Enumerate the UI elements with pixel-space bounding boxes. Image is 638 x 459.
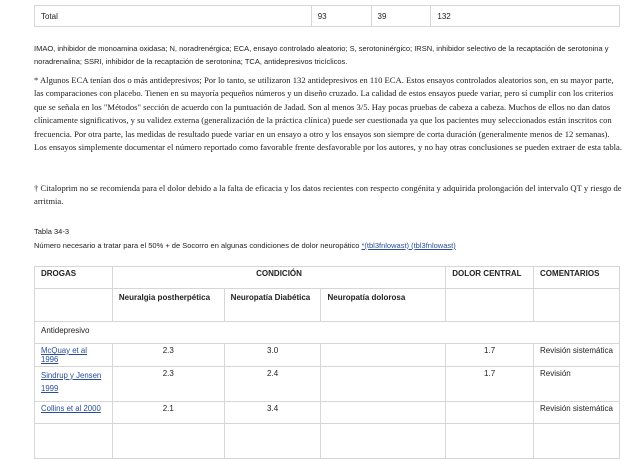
row-value-dolorosa <box>321 344 446 367</box>
group-label: Antidepresivo <box>35 322 620 344</box>
subheader-row <box>35 289 620 322</box>
header-row <box>35 267 620 289</box>
table-row-cut <box>35 424 620 459</box>
table-label: Tabla 34-3 <box>34 227 70 236</box>
row-value-diabetica: 2.4 <box>224 367 321 402</box>
total-table <box>34 5 620 27</box>
abbreviations-note: IMAO, inhibidor de monoamina oxidasa; N, noradrenérgica; ECA, ensayo controlado aleatorio; S, serotoninérgico; IRSN, inhibidor selectivo de la recaptación de serotonina y noradrenalina; SSRI, inhibidor de la recaptación de serotonina; TCA, antidepresivos tricíclicos. <box>34 44 609 66</box>
row-value-central: 1.7 <box>446 344 534 367</box>
subheader-neuropatia-dolorosa: Neuropatía dolorosa <box>321 289 446 322</box>
subheader-neuralgia: Neuralgia postherpética <box>112 289 224 322</box>
row-value-central <box>446 402 534 424</box>
total-row <box>35 6 620 27</box>
total-value-3: 132 <box>431 6 620 27</box>
row-ref-link[interactable]: McQuay et al 1996 <box>41 346 87 364</box>
row-value-neuralgia: 2.3 <box>112 367 224 402</box>
table-title <box>34 241 624 250</box>
row-ref-link[interactable]: Collins et al 2000 <box>41 404 101 413</box>
total-value-2: 39 <box>371 6 431 27</box>
total-label: Total <box>35 6 312 27</box>
row-value-diabetica: 3.0 <box>224 344 321 367</box>
table-footnote-link[interactable]: *(tbl3fnlowast) (tbl3fnlowast) <box>361 241 456 250</box>
table-title-text: Número necesario a tratar para el 50% + de Socorro en algunas condiciones de dolor neuropático <box>34 241 362 250</box>
row-value-diabetica: 3.4 <box>224 402 321 424</box>
header-drogas: DROGAS <box>35 267 113 289</box>
footnote-star: * Algunos ECA tenían dos o más antidepresivos; Por lo tanto, se utilizaron 132 antidepresivos en 110 ECA. Estos ensayos controlados aleatorios son, en su mayor parte, las comparaciones con placebo. Tienen en su mayoría pequeños números y un diseño cruzado. La calidad de estos ensayos puede variar, pero sí cumplir con los criterios que se señala en los "Métodos" sección de acuerdo con la puntuación de Jadad. Son al menos 3/5. Hay pocas pruebas de cabeza a cabeza. Muchos de ellos no dan datos clínicamente significativos, y su validez externa (generalización de la práctica clínica) puede ser cuestionada ya que los pacientes muy seleccionados están inscritos con frecuencia. Por otra parte, las medidas de resultado puede variar en un ensayo a otro y los ensayos son siempre de corta duración (generalmente menos de 12 semanas). Los ensayos simplemente documentar el número reportado como favorable frente desfavorable por los autores, y no hay otras conclusiones se pueden extraer de esta tabla. <box>34 75 622 153</box>
table-row <box>35 367 620 402</box>
row-value-dolorosa <box>321 367 446 402</box>
row-value-neuralgia: 2.1 <box>112 402 224 424</box>
table-row <box>35 402 620 424</box>
row-ref-link[interactable]: Sindrup y Jensen 1999 <box>41 371 102 393</box>
row-value-central: 1.7 <box>446 367 534 402</box>
row-value-neuralgia: 2.3 <box>112 344 224 367</box>
row-comment: Revisión <box>534 367 620 402</box>
total-value-1: 93 <box>311 6 371 27</box>
header-comentarios: COMENTARIOS <box>534 267 620 289</box>
header-dolor-central: DOLOR CENTRAL <box>446 267 534 289</box>
header-condicion: CONDICIÓN <box>112 267 445 289</box>
row-value-dolorosa <box>321 402 446 424</box>
table-row <box>35 344 620 367</box>
footnote-dagger: † Citaloprim no se recomienda para el dolor debido a la falta de eficacia y los datos recientes con respecto congénita y adquirida prolongación del intervalo QT y riesgo de arritmia. <box>34 183 622 207</box>
drug-table <box>34 266 620 459</box>
row-comment: Revisión sistemática <box>534 402 620 424</box>
row-comment: Revisión sistemática <box>534 344 620 367</box>
subheader-neuropatia-diabetica: Neuropatía Diabética <box>224 289 321 322</box>
group-row <box>35 322 620 344</box>
